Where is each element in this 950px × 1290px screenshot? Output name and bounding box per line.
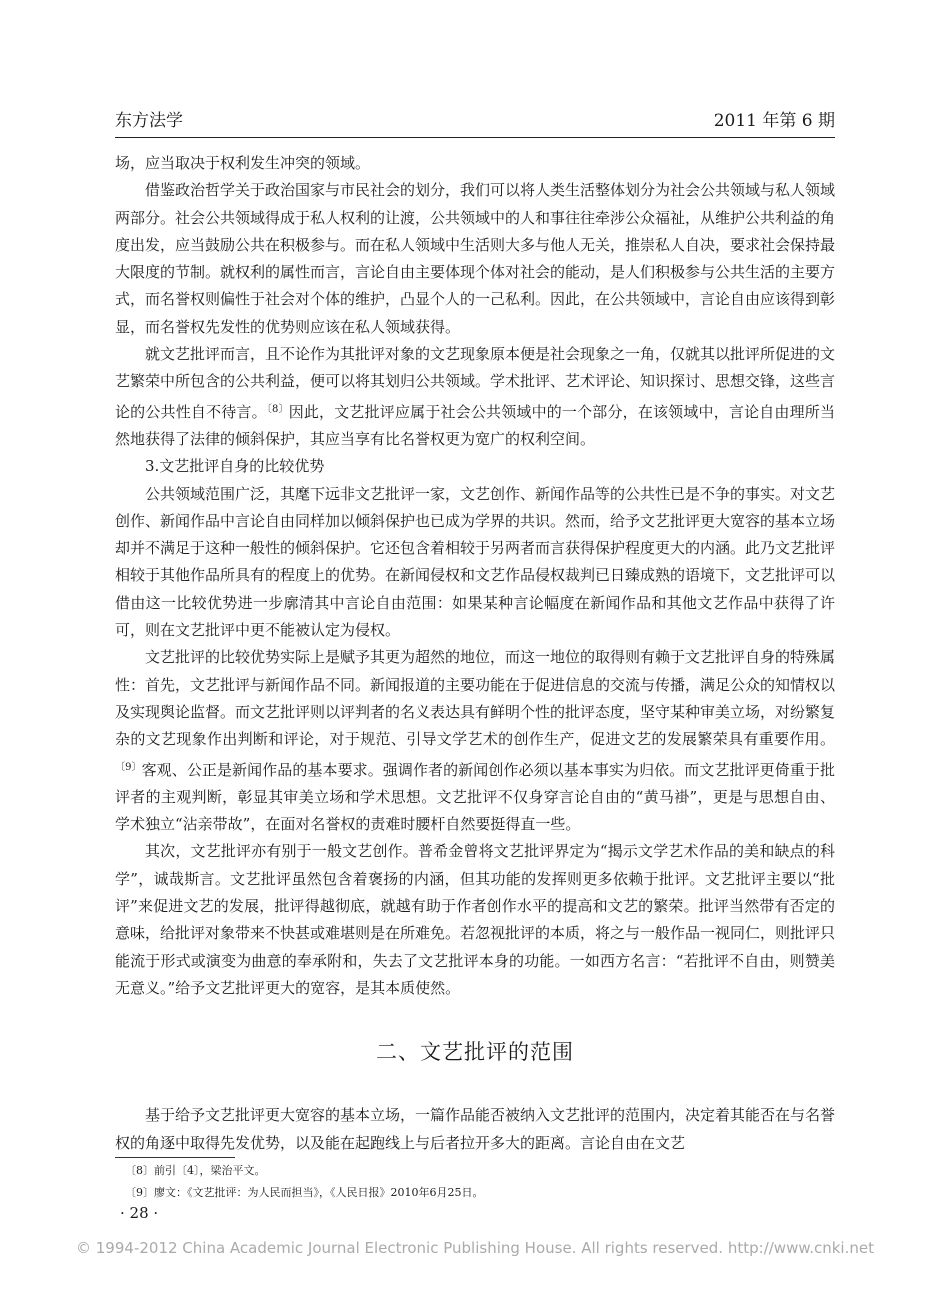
- paragraph-text: 因此，文艺批评应属于社会公共领域中的一个部分，在该领域中，言论自由理所当然地获得了法律的倾斜保护，其应当享有比名誉权更为宽广的权利空间。: [115, 402, 835, 448]
- paragraph: [115, 644, 835, 838]
- paragraph-text: 文艺批评的比较优势实际上是赋予其更为超然的地位，而这一地位的取得则有赖于文艺批评自身的特殊属性：首先，文艺批评与新闻作品不同。新闻报道的主要功能在于促进信息的交流与传播，满足公众的知情权以及实现舆论监督。而文艺批评则以评判者的名义表达具有鲜明个性的批评态度，坚守某种审美立场，对纷繁复杂的文艺现象作出判断和评论，对于规范、引导文学艺术的创作生产，促进文艺的发展繁荣具有重要作用。: [115, 648, 836, 749]
- footnote-ref-9[interactable]: 〔9〕: [115, 761, 142, 773]
- footnotes: [125, 1160, 825, 1204]
- section-title: 二、文艺批评的范围: [376, 1040, 574, 1065]
- issue-label: 2011 年第 6 期: [713, 111, 835, 131]
- footnote-divider: [115, 1157, 235, 1158]
- paragraph-text: 就文艺批评而言，且不论作为其批评对象的文艺现象原本便是社会现象之一角，仅就其以批评所促进的文艺繁荣中所包含的公共利益，便可以将其划归公共领域。学术批评、艺术评论、知识探讨、思想交锋，这些言论的公共性自不待言。: [115, 345, 836, 421]
- running-header: [115, 106, 835, 138]
- paragraph: 公共领域范围广泛，其麾下远非文艺批评一家，文艺创作、新闻作品等的公共性已是不争的事实。对文艺创作、新闻作品中言论自由同样加以倾斜保护也已成为学界的共识。然而，给予文艺批评更大宽容的基本立场却并不满足于这种一般性的倾斜保护。它还包含着相较于另两者而言获得保护程度更大的内涵。此乃文艺批评相较于其他作品所具有的程度上的优势。在新闻侵权和文艺作品侵权裁判已日臻成熟的语境下，文艺批评可以借由这一比较优势进一步廓清其中言论自由范围：如果某种言论幅度在新闻作品和其他文艺作品中获得了许可，则在文艺批评中更不能被认定为侵权。: [115, 484, 836, 640]
- paragraph: 场，应当取决于权利发生冲突的领域。: [115, 154, 371, 172]
- paragraph: 基于给予文艺批评更大宽容的基本立场，一篇作品能否被纳入文艺批评的范围内，决定着其能否在与名誉权的角逐中取得先发优势，以及能在起跑线上与后者拉开多大的距离。言论自由在文艺: [115, 1106, 836, 1152]
- page-number: · 28 ·: [120, 1204, 159, 1222]
- paragraph: 其次，文艺批评亦有别于一般文艺创作。普希金曾将文艺批评界定为“揭示文学艺术作品的美和缺点的科学”，诚哉斯言。文艺批评虽然包含着褒扬的内涵，但其功能的发挥则更多依赖于批评。文艺批评主要以“批评”来促进文艺的发展，批评得越彻底，就越有助于作者创作水平的提高和文艺的繁荣。批评当然带有否定的意味，给批评对象带来不快甚或难堪则是在所难免。若忽视批评的本质，将之与一般作品一视同仁，则批评只能流于形式或演变为曲意的奉承附和，失去了文艺批评本身的功能。一如西方名言：“若批评不自由，则赞美无意义。”给予文艺批评更大的宽容，是其本质使然。: [115, 842, 836, 997]
- paragraph-text: 客观、公正是新闻作品的基本要求。强调作者的新闻创作必须以基本事实为归依。而文艺批评更倚重于批评者的主观判断，彰显其审美立场和学术思想。文艺批评不仅身穿言论自由的“黄马褂”，更是与思想自由、学术独立“沾亲带故”，在面对名誉权的责难时腰杆自然要挺得直一些。: [115, 760, 835, 834]
- paragraph: 借鉴政治哲学关于政治国家与市民社会的划分，我们可以将人类生活整体划分为社会公共领域与私人领域两部分。社会公共领域得成于私人权利的让渡，公共领域中的人和事往往牵涉公众福祉，从维护公共利益的角度出发，应当鼓励公共在积极参与。而在私人领域中生活则大多与他人无关，推崇私人自决，要求社会保持最大限度的节制。就权利的属性而言，言论自由主要体现个体对社会的能动，是人们积极参与公共生活的主要方式，而名誉权则偏性于社会对个体的维护，凸显个人的一己私利。因此，在公共领域中，言论自由应该得到彰显，而名誉权先发性的优势则应该在私人领域获得。: [115, 181, 836, 336]
- paragraph: [115, 341, 835, 453]
- footnote-8: 〔8〕前引〔4〕，梁治平文。: [125, 1164, 266, 1177]
- footnote-9: 〔9〕廖文：《文艺批评：为人民而担当》，《人民日报》2010年6月25日。: [125, 1186, 484, 1199]
- article-body: [115, 150, 835, 1157]
- subsection-heading: 3.文艺批评自身的比较优势: [145, 457, 325, 476]
- copyright-notice: © 1994-2012 China Academic Journal Electronic Publishing House. All rights reserved. http://www.cnki.net: [76, 1239, 874, 1257]
- footnote-ref-8[interactable]: 〔8〕: [266, 403, 289, 415]
- journal-name: 东方法学: [115, 111, 183, 131]
